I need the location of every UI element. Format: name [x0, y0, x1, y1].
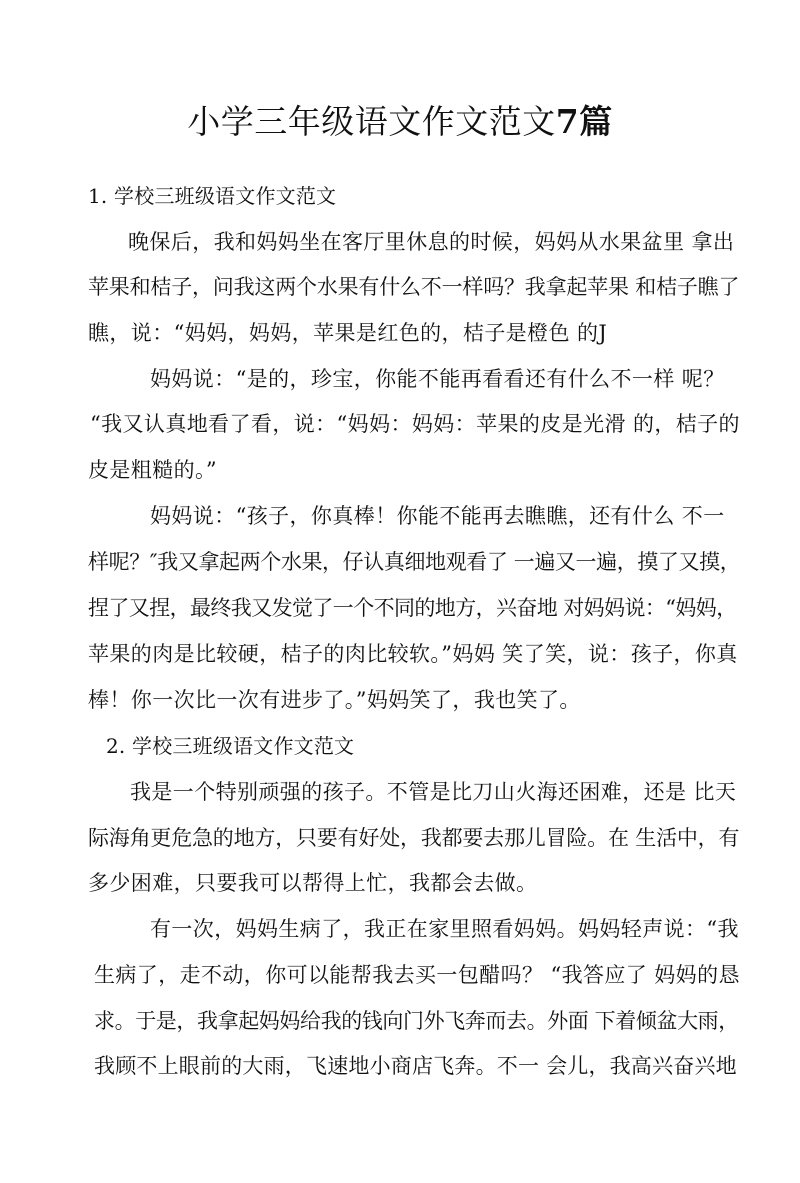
paragraph-line: 瞧，说：“妈妈，妈妈，苹果是红色的，桔子是橙色 的J — [88, 321, 608, 345]
paragraph-line: 我是一个特别顽强的孩子。不管是比刀山火海还困难，还是 比天 — [130, 780, 737, 804]
paragraph-line: 生病了，走不动，你可以能帮我去买一包醋吗？ “我答应了 妈妈的恳 — [94, 963, 740, 987]
paragraph-line: 求。于是，我拿起妈妈给我的钱向门外飞奔而去。外面 下着倾盆大雨， — [94, 1009, 739, 1033]
paragraph-line: 棒！你一次比一次有进步了。”妈妈笑了，我也笑了。 — [88, 688, 581, 712]
paragraph-line: 我顾不上眼前的大雨，飞速地小商店飞奔。不一 会儿，我高兴奋兴地 — [94, 1054, 737, 1078]
paragraph-line: 妈妈说：“是的，珍宝，你能不能再看看还有什么不一样 呢？ — [150, 367, 725, 391]
paragraph-line: “我又认真地看了看，说：“妈妈：妈妈：苹果的皮是光滑 的，桔子的 — [90, 412, 740, 436]
paragraph-line: 皮是粗糙的。” — [88, 458, 218, 482]
paragraph-line: 样呢？″我又拿起两个水果，仔认真细地观看了 一遍又一遍，摸了又摸， — [88, 550, 741, 574]
paragraph-line: 苹果的肉是比较硬，桔子的肉比较软。”妈妈 笑了笑，说：孩子，你真 — [88, 642, 738, 666]
title-count: 7篇 — [555, 102, 613, 141]
title-main: 小学三年级语文作文范文 — [187, 102, 556, 141]
document-title — [0, 98, 800, 146]
paragraph-line: 苹果和桔子，问我这两个水果有什么不一样吗？我拿起苹果 和桔子瞧了 — [88, 275, 740, 299]
section-heading: 2. 学校三班级语文作文范文 — [106, 734, 355, 758]
paragraph-line: 有一次，妈妈生病了，我正在家里照看妈妈。妈妈轻声说：“我 — [150, 917, 739, 941]
paragraph-line: 妈妈说：“孩子，你真棒！你能不能再去瞧瞧，还有什么 不一 — [150, 504, 725, 528]
section-heading: 1. 学校三班级语文作文范文 — [88, 184, 337, 208]
paragraph-line: 多少困难，只要我可以帮得上忙，我都会去做。 — [88, 871, 538, 895]
paragraph-line: 际海角更危急的地方，只要有好处，我都要去那儿冒险。在 生活中，有 — [88, 826, 740, 850]
paragraph-line: 捏了又捏，最终我又发觉了一个不同的地方，兴奋地 对妈妈说：“妈妈， — [88, 596, 737, 620]
paragraph-line: 晚保后，我和妈妈坐在客厅里休息的时候，妈妈从水果盆里 拿出 — [128, 230, 735, 254]
